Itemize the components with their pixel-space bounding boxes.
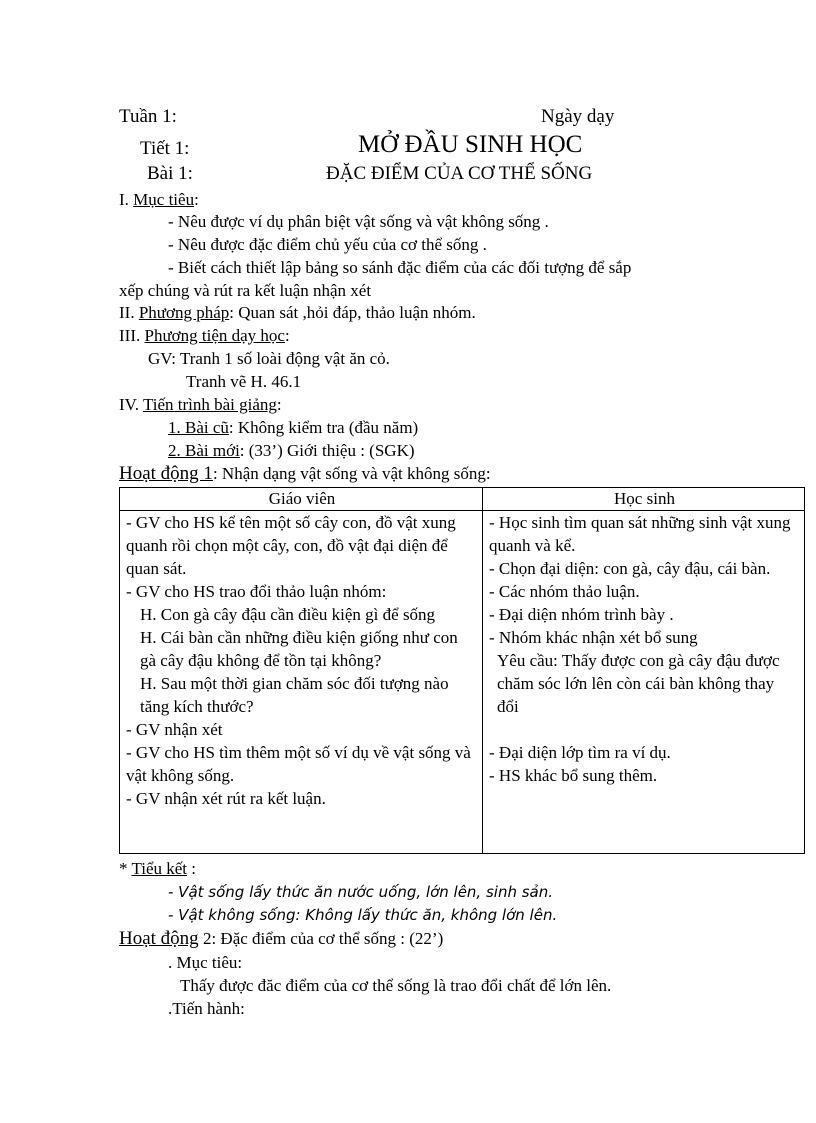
process-colon: : bbox=[276, 395, 282, 414]
objectives-colon: : bbox=[194, 190, 199, 209]
activity1-label: Hoạt động 1 bbox=[119, 463, 213, 484]
methods-line bbox=[119, 302, 476, 324]
student-cell bbox=[483, 511, 805, 854]
student-list bbox=[489, 511, 800, 787]
list-item: - Học sinh tìm quan sát những sinh vật xung quanh và kể. bbox=[489, 513, 791, 555]
list-item bbox=[489, 718, 800, 741]
teach-date-label: Ngày dạy bbox=[541, 106, 615, 127]
teacher-list bbox=[126, 511, 478, 810]
activity1-heading bbox=[119, 463, 491, 485]
objectives-num: I. bbox=[119, 190, 129, 209]
table-header-row bbox=[120, 488, 805, 511]
activity1-table bbox=[119, 487, 805, 854]
list-item: - Đại diện lớp tìm ra ví dụ. bbox=[489, 743, 671, 762]
old-lesson-label: 1. Bài cũ bbox=[168, 418, 229, 437]
summary-heading bbox=[119, 858, 196, 880]
summary-item: - Vật không sống: Không lấy thức ăn, không lớn lên. bbox=[168, 906, 558, 924]
period-label: Tiết 1: bbox=[140, 138, 190, 159]
summary-colon: : bbox=[187, 859, 197, 878]
materials-heading bbox=[119, 325, 290, 347]
list-item: - Nhóm khác nhận xét bổ sung bbox=[489, 628, 698, 647]
objective-item: - Biết cách thiết lập bảng so sánh đặc điểm của các đối tượng để sắp bbox=[168, 258, 632, 277]
process-num: IV. bbox=[119, 395, 139, 414]
lesson-label: Bài 1: bbox=[147, 163, 193, 184]
methods-num: II. bbox=[119, 303, 135, 322]
summary-star: * bbox=[119, 859, 132, 878]
list-item: - Đại diện nhóm trình bày . bbox=[489, 605, 674, 624]
materials-num: III. bbox=[119, 326, 141, 345]
objectives-heading bbox=[119, 189, 199, 211]
summary-item: - Vật sống lấy thức ăn nước uống, lớn lên, sinh sản. bbox=[168, 883, 554, 901]
materials-gv-line2: Tranh vẽ H. 46.1 bbox=[186, 372, 302, 391]
list-item: - GV cho HS tìm thêm một số ví dụ về vật sống và vật không sống. bbox=[126, 743, 471, 785]
old-lesson-line bbox=[168, 417, 418, 439]
student-column-header: Học sinh bbox=[483, 488, 805, 511]
list-item: - GV cho HS trao đổi thảo luận nhóm: bbox=[126, 582, 387, 601]
activity2-objective-label: . Mục tiêu: bbox=[168, 953, 243, 972]
lesson-title: ĐẶC ĐIỂM CỦA CƠ THỂ SỐNG bbox=[326, 163, 593, 184]
activity2-objective-text: Thấy được đăc điểm của cơ thể sống là trao đổi chất để lớn lên. bbox=[180, 976, 612, 995]
list-item: - GV nhận xét rút ra kết luận. bbox=[126, 789, 326, 808]
old-lesson-text: : Không kiểm tra (đầu năm) bbox=[228, 418, 419, 437]
activity2-heading bbox=[119, 928, 443, 950]
methods-text: : Quan sát ,hỏi đáp, thảo luận nhóm. bbox=[229, 303, 476, 322]
list-item: - GV nhận xét bbox=[126, 720, 223, 739]
process-title: Tiến trình bài giảng bbox=[142, 395, 277, 414]
new-lesson-text: : (33’) Giới thiệu : (SGK) bbox=[239, 441, 415, 460]
objectives-title: Mục tiêu bbox=[133, 190, 195, 209]
teacher-cell bbox=[120, 511, 483, 854]
week-label: Tuần 1: bbox=[119, 106, 177, 127]
list-item: Yêu cầu: Thấy được con gà cây đậu được chăm sóc lớn lên còn cái bàn không thay đổi bbox=[497, 651, 780, 716]
objective-continuation: xếp chúng và rút ra kết luận nhận xét bbox=[119, 281, 372, 300]
list-item: H. Con gà cây đậu cần điều kiện gì để sống bbox=[140, 605, 436, 624]
new-lesson-label: 2. Bài mới bbox=[168, 441, 240, 460]
list-item: - HS khác bổ sung thêm. bbox=[489, 766, 658, 785]
table-row bbox=[120, 511, 805, 854]
new-lesson-line bbox=[168, 440, 415, 462]
summary-label: Tiểu kết bbox=[131, 859, 188, 878]
list-item: - Các nhóm thảo luận. bbox=[489, 582, 640, 601]
materials-title: Phương tiện dạy học bbox=[144, 326, 285, 345]
list-item: H. Sau một thời gian chăm sóc đối tượng nào tăng kích thước? bbox=[140, 674, 449, 716]
materials-colon: : bbox=[284, 326, 290, 345]
process-heading bbox=[119, 394, 282, 416]
activity1-title: : Nhận dạng vật sống và vật không sống: bbox=[212, 464, 491, 483]
activity2-procedure-label: .Tiến hành: bbox=[168, 999, 245, 1018]
activity2-title: 2: Đặc điểm của cơ thể sống : (22’) bbox=[198, 929, 444, 948]
teacher-column-header: Giáo viên bbox=[120, 488, 483, 511]
methods-title: Phương pháp bbox=[138, 303, 230, 322]
list-item: H. Cái bàn cần những điều kiện giống như con gà cây đậu không để tồn tại không? bbox=[140, 628, 458, 670]
list-item: - GV cho HS kể tên một số cây con, đồ vật xung quanh rồi chọn một cây, con, đồ vật đại diện để quan sát. bbox=[126, 513, 456, 578]
main-title: MỞ ĐẦU SINH HỌC bbox=[358, 131, 583, 158]
materials-gv-line: GV: Tranh 1 số loài động vật ăn cỏ. bbox=[148, 349, 390, 368]
objective-item: - Nêu được ví dụ phân biệt vật sống và vật không sống . bbox=[168, 212, 549, 231]
activity2-label: Hoạt động bbox=[119, 928, 199, 949]
objective-item: - Nêu được đặc điểm chủ yếu của cơ thể sống . bbox=[168, 235, 487, 254]
list-item: - Chọn đại diện: con gà, cây đậu, cái bàn. bbox=[489, 559, 771, 578]
